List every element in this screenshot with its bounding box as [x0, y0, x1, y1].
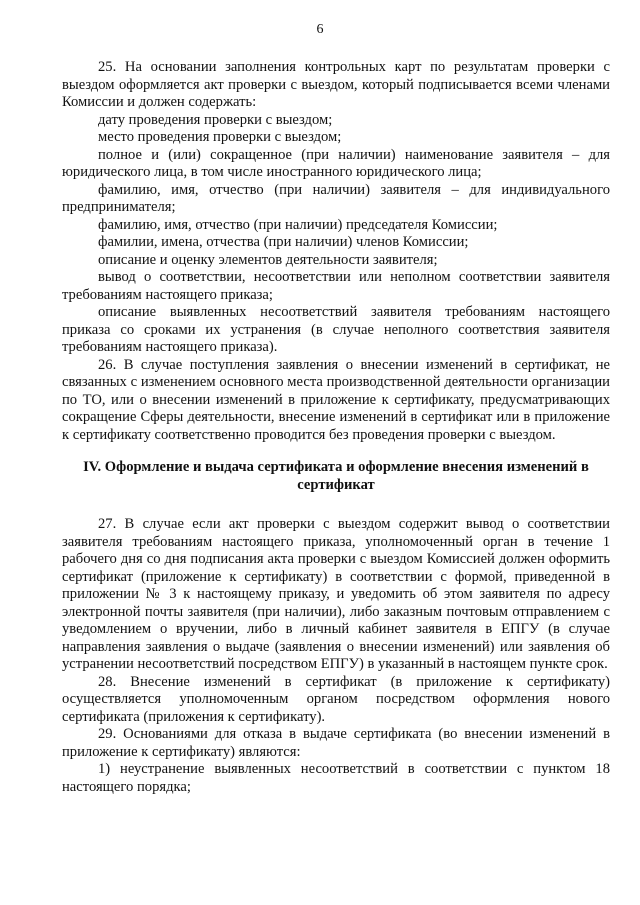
list-item-entrepreneur-name: фамилию, имя, отчество (при наличии) заявителя – для индивидуального предпринимателя; [62, 181, 610, 215]
paragraph-28: 28. Внесение изменений в сертификат (в приложение к сертификату) осуществляется уполномоченным органом посредством оформления нового сертификата (приложения к сертификату). [62, 673, 610, 725]
paragraph-25: 25. На основании заполнения контрольных карт по результатам проверки с выездом оформляется акт проверки с выездом, который подписывается всеми членами Комиссии и должен содержать: [62, 59, 610, 110]
spacer [62, 444, 610, 459]
list-item-applicant-name: полное и (или) сокращенное (при наличии) наименование заявителя – для юридического лица, в том числе иностранного юридического лица; [62, 146, 610, 180]
page-number: 6 [316, 22, 324, 37]
list-item-place: место проведения проверки с выездом; [98, 129, 342, 145]
document-body [62, 59, 610, 796]
list-item-assessment: описание и оценку элементов деятельности заявителя; [98, 251, 438, 268]
list-item-conclusion: вывод о соответствии, несоответствии или неполном соответствии заявителя требованиям настоящего приказа; [62, 269, 610, 303]
list-item-date: дату проведения проверки с выездом; [98, 111, 333, 128]
paragraph-29-item-1: 1) неустранение выявленных несоответствий в соответствии с пунктом 18 настоящего порядка; [62, 761, 610, 795]
paragraph-29: 29. Основаниями для отказа в выдаче сертификата (во внесении изменений в приложение к сертификату) являются: [62, 726, 610, 760]
list-item-chairman: фамилию, имя, отчество (при наличии) председателя Комиссии; [98, 216, 498, 233]
paragraph-27: 27. В случае если акт проверки с выездом содержит вывод о соответствии заявителя требованиям настоящего приказа, уполномоченный орган в течение 1 рабочего дня со дня подписания акта проверки с выездом Комиссией должен оформить сертификат (приложение к сертификату) в соответствии с формой, приведенной в приложении № 3 к настоящему приказу, и уведомить об этом заявителя по адресу электронной почты заявителя (при наличии), либо заказным почтовым отправлением с уведомлением о вручении, либо в личный кабинет заявителя в ЕПГУ (в случае направления заявления о выдаче (заявления о внесении изменений) или заявления об устранении несоответствий посредством ЕПГУ) в указанный в настоящем пункте срок. [62, 516, 610, 672]
spacer [62, 494, 610, 516]
paragraph-26: 26. В случае поступления заявления о внесении изменений в сертификат, не связанных с изменением основного места производственной деятельности организации по ТО, или о внесении изменений в приложение к сертификату, предусматривающих сокращение Сферы деятельности, внесение изменений в сертификат или в приложение к сертификату соответственно проводится без проведения проверки с выездом. [62, 356, 610, 443]
list-item-nonconformities: описание выявленных несоответствий заявителя требованиям настоящего приказа со сроками их устранения (в случае неполного соответствия заявителя требованиям настоящего приказа). [62, 304, 610, 355]
section-heading: IV. Оформление и выдача сертификата и оформление внесения изменений в сертификат [83, 459, 589, 493]
list-item-members: фамилии, имена, отчества (при наличии) членов Комиссии; [98, 234, 469, 250]
